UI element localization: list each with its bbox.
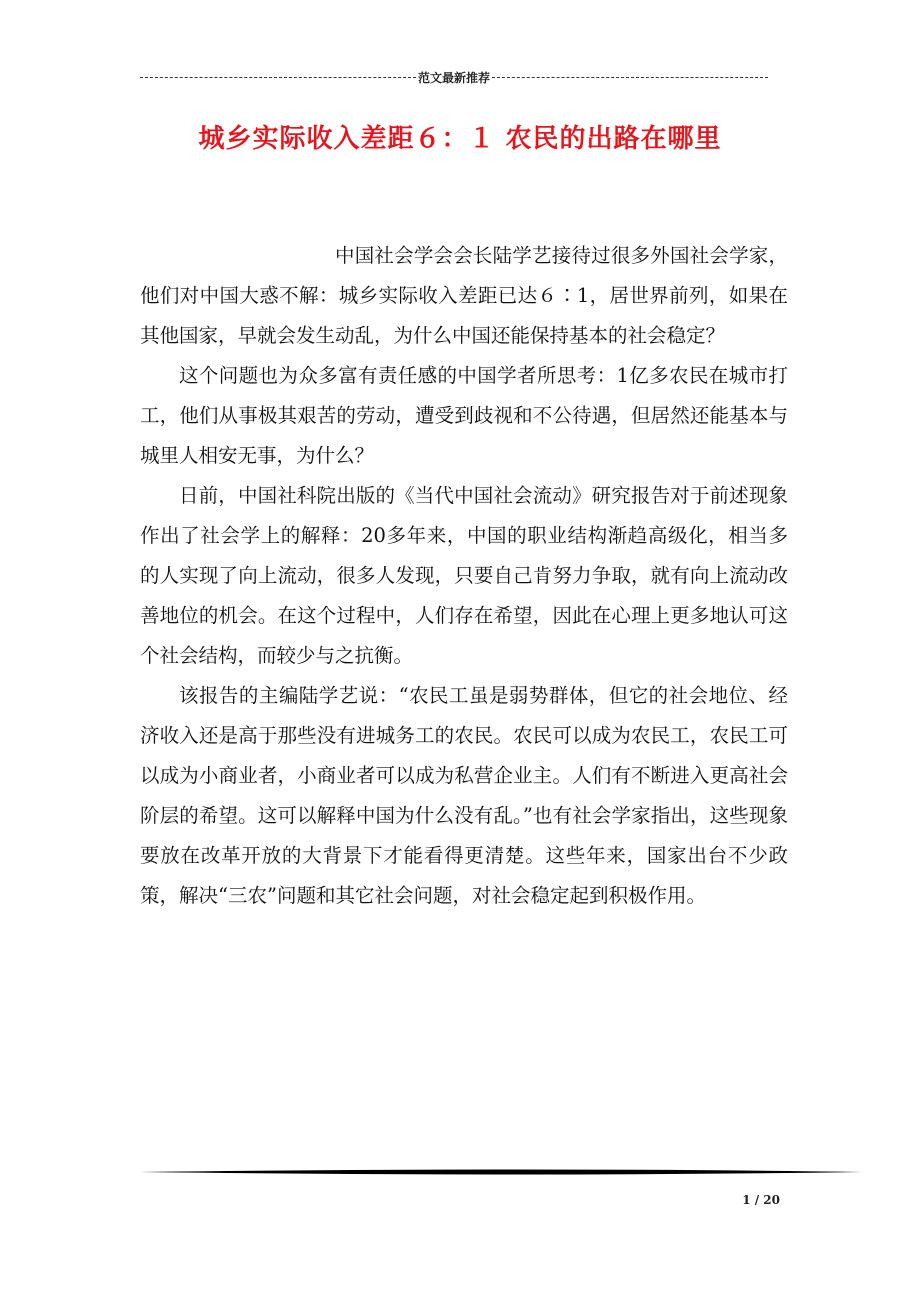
paragraph-3: 日前，中国社科院出版的《当代中国社会流动》研究报告对于前述现象作出了社会学上的解释：20多年来，中国的职业结构渐趋高级化，相当多的人实现了向上流动，很多人发现，只要自己肯努力争取，就有向上流动改善地位的机会。在这个过程中，人们存在希望，因此在心理上更多地认可这个社会结构，而较少与之抗衡。 [140,484,788,667]
header-dash-left [140,77,416,78]
header-dash-right [492,77,768,78]
page-header [140,66,768,88]
document-body [140,236,788,916]
paragraph-4: 该报告的主编陆学艺说：“农民工虽是弱势群体，但它的社会地位、经济收入还是高于那些没有进城务工的农民。农民可以成为农民工，农民工可以成为小商业者，小商业者可以成为私营企业主。人们有不断进入更高社会阶层的希望。这可以解释中国为什么没有乱。”也有社会学家指出，这些现象要放在改革开放的大背景下才能看得更清楚。这些年来，国家出台不少政策，解决“三农”问题和其它社会问题，对社会稳定起到积极作用。 [140,684,788,907]
footer-divider [140,1169,862,1175]
paragraph-1: 中国社会学会会长陆学艺接待过很多外国社会学家，他们对中国大惑不解：城乡实际收入差距已达６∶1，居世界前列，如果在其他国家，早就会发生动乱，为什么中国还能保持基本的社会稳定？ [140,244,788,347]
page-number: 1 / 20 [742,1193,780,1207]
document-title: 城乡实际收入差距６：１ 农民的出路在哪里 [198,124,722,154]
header-label: 范文最新推荐 [418,70,491,85]
paragraph-2: 这个问题也为众多富有责任感的中国学者所思考：1亿多农民在城市打工，他们从事极其艰苦的劳动，遭受到歧视和不公待遇，但居然还能基本与城里人相安无事，为什么？ [140,364,788,467]
